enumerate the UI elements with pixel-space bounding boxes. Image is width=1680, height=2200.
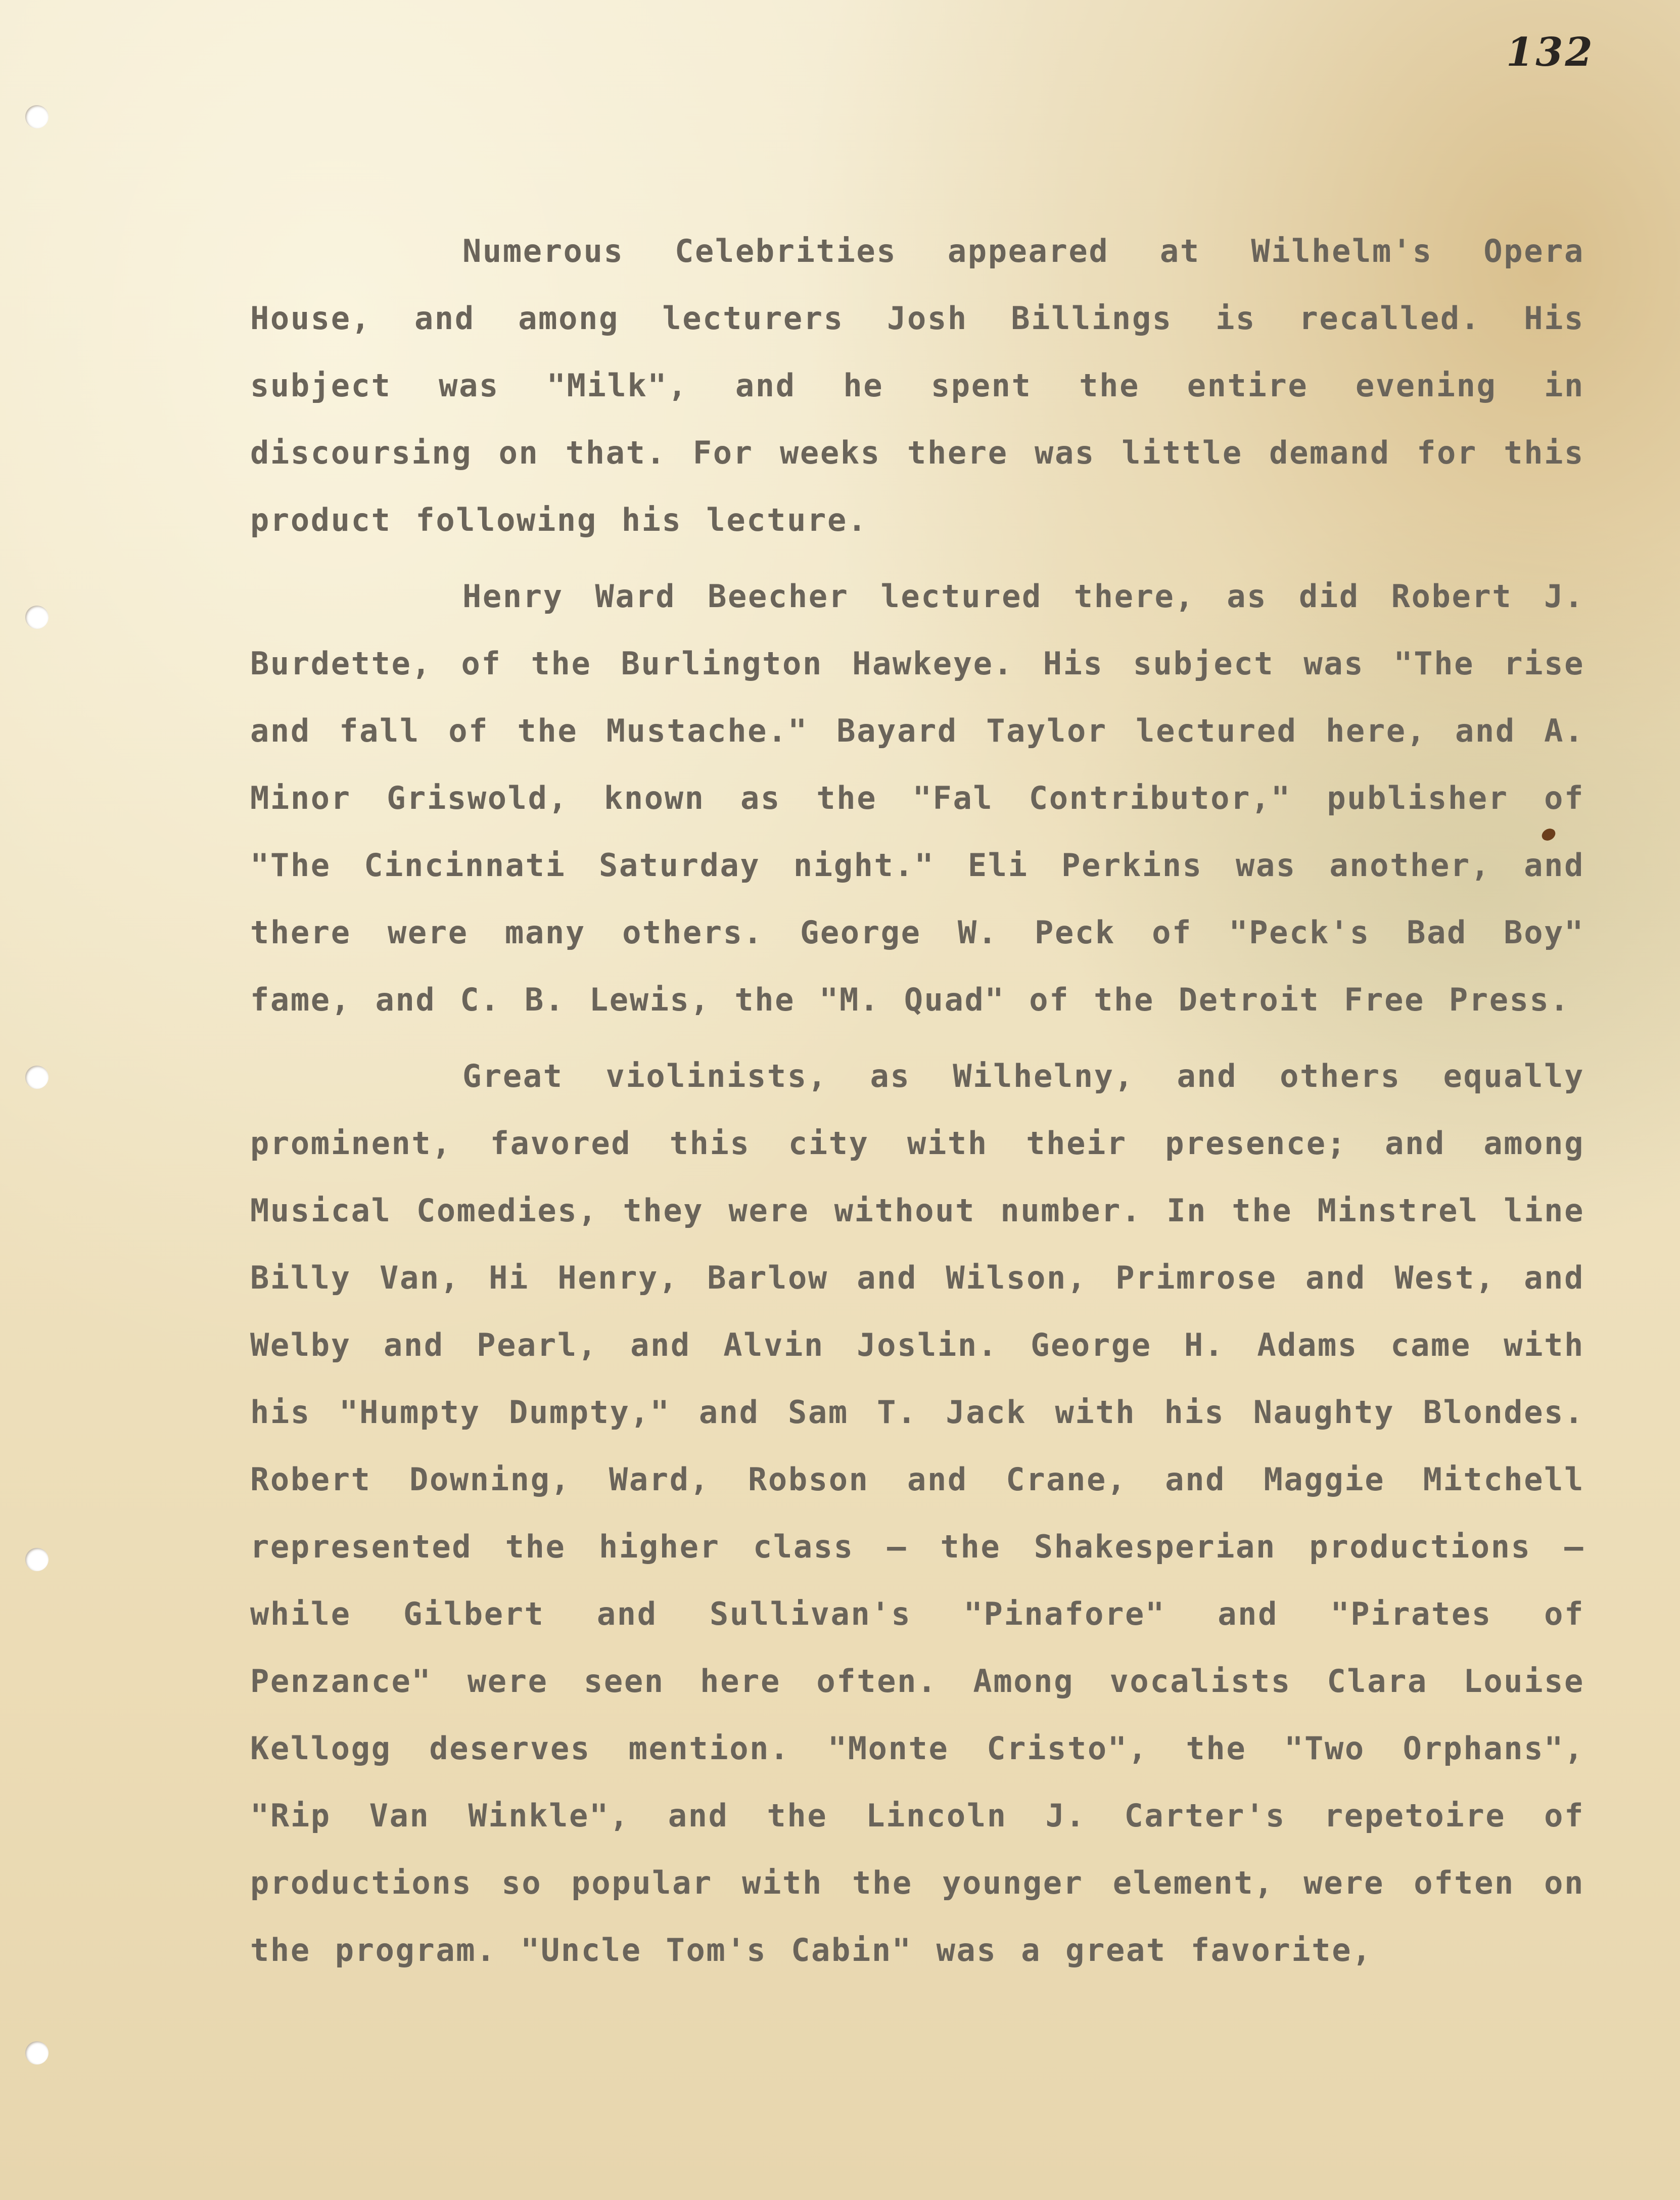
paragraph: Numerous Celebrities appeared at Wilhelm's Opera House, and among lecturers Josh Billings is recalled. His subject was "Milk", and he spent the entire evening in discoursing on that. For weeks there was little demand for this product following his lecture. (250, 233, 1584, 538)
punch-hole (25, 606, 49, 629)
punch-hole (25, 105, 49, 128)
paragraph: Great violinists, as Wilhelny, and others equally prominent, favored this city with their presence; and among Musical Comedies, they were without number. In the Minstrel line Billy Van, Hi Henry, Barlow and Wilson, Primrose and West, and Welby and Pearl, and Alvin Joslin. George H. Adams came with his "Humpty Dumpty," and Sam T. Jack with his Naughty Blondes. Robert Downing, Ward, Robson and Crane, and Maggie Mitchell represented the higher class — the Shakesperian productions — while Gilbert and Sullivan's "Pinafore" and "Pirates of Penzance" were seen here often. Among vocalists Clara Louise Kellogg deserves mention. "Monte Cristo", the "Two Orphans", "Rip Van Winkle", and the Lincoln J. Carter's repetoire of productions so popular with the younger element, were often on the program. "Uncle Tom's Cabin" was a great favorite, (250, 1058, 1584, 1968)
punch-hole (25, 1548, 49, 1571)
punch-hole (25, 1066, 49, 1089)
document-body (250, 217, 1584, 1993)
punch-hole (25, 2041, 49, 2065)
paragraph: Henry Ward Beecher lectured there, as did Robert J. Burdette, of the Burlington Hawkeye. His subject was "The rise and fall of the Mustache." Bayard Taylor lectured here, and A. Minor Griswold, known as the "Fal Contributor," publisher of "The Cincinnati Saturday night." Eli Perkins was another, and there were many others. George W. Peck of "Peck's Bad Boy" fame, and C. B. Lewis, the "M. Quad" of the Detroit Free Press. (250, 578, 1584, 1018)
page-number: 132 (1506, 29, 1595, 75)
